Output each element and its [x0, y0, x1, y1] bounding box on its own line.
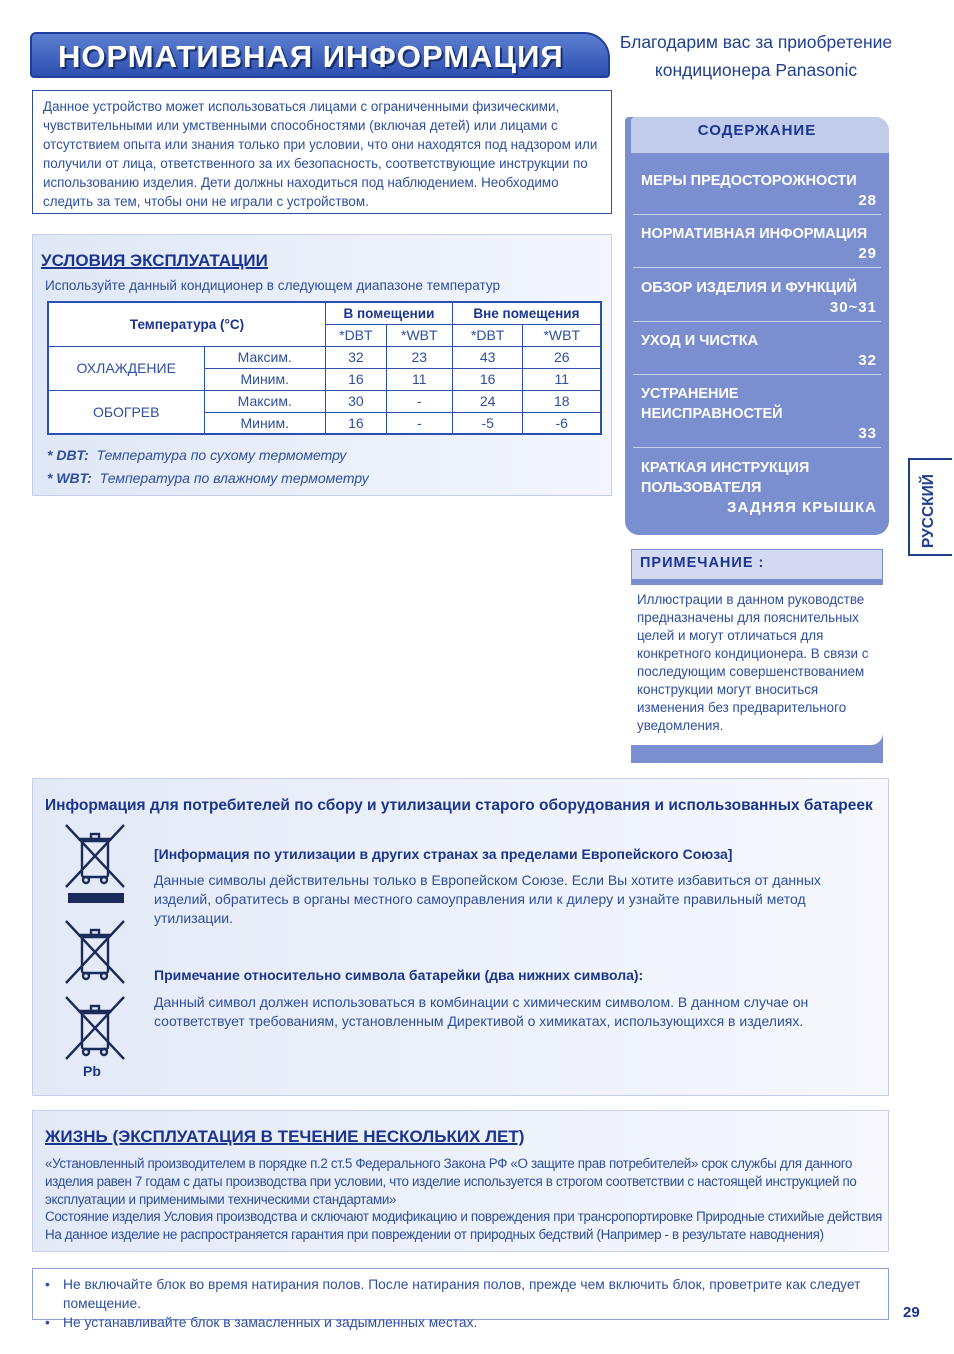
dbt-header: *DBT [452, 324, 523, 346]
toc-item-care[interactable] [633, 331, 881, 375]
table-cell: 11 [386, 368, 452, 390]
table-cell: 16 [326, 368, 387, 390]
dbt-header: *DBT [326, 324, 387, 346]
table-cell: 26 [523, 346, 601, 368]
max-label: Максим. [204, 346, 326, 368]
crossed-bin-icon [63, 823, 129, 905]
outdoor-header: Вне помещения [452, 302, 601, 324]
temp-label: Температура (°C) [48, 302, 326, 346]
lifetime-paragraph: Состояние изделия Условия производства и сключают модификацию и повреждения при трансропортировке Природные стихийые действия На данное изделие не распространяется гарантия при повреждении от природных бедствий (Например - в результате наводнения) [45, 1209, 882, 1243]
toc-item-page: ЗАДНЯЯ КРЫШКА [727, 499, 877, 516]
thanks-text: Благодарим вас за приобретение кондиционера Panasonic [619, 32, 893, 80]
table-cell: - [386, 412, 452, 434]
chemical-symbol: Pb [83, 1063, 101, 1079]
disposal-text-battery: Данный символ должен использоваться в комбинации с химическим символом. В данном случае он соответствует требованиям, установленным Директивой о химикатах, использующихся в изделиях. [154, 994, 809, 1029]
toc-item-precautions[interactable] [633, 171, 881, 215]
note-box [631, 549, 883, 763]
footnote-wbt [47, 470, 369, 486]
footnote-dbt-key: * DBT: [47, 447, 89, 463]
table-cell: 24 [452, 390, 523, 412]
toc-title: СОДЕРЖАНИЕ [697, 122, 817, 139]
table-cell: - [386, 390, 452, 412]
language-label: РУССКИЙ [920, 474, 937, 548]
table-cell: 16 [452, 368, 523, 390]
toc-item-page: 30~31 [829, 299, 877, 316]
lifetime-section [32, 1110, 889, 1252]
toc-item-page: 33 [858, 425, 877, 442]
footnote-wbt-text: Температура по влажному термометру [99, 470, 369, 486]
toc-item-label: ОБЗОР ИЗДЕЛИЯ И ФУНКЦИЙ [641, 280, 857, 296]
lifetime-heading: ЖИЗНЬ (ЭКСПЛУАТАЦИЯ В ТЕЧЕНИЕ НЕСКОЛЬКИХ ЛЕТ) [45, 1127, 525, 1146]
toc-item-label: УСТРАНЕНИЕ НЕИСПРАВНОСТЕЙ [641, 386, 783, 422]
toc-item-label: НОРМАТИВНАЯ ИНФОРМАЦИЯ [641, 226, 868, 242]
wbt-header: *WBT [386, 324, 452, 346]
footnote-dbt-text: Температура по сухому термометру [96, 447, 347, 463]
table-cell: 18 [523, 390, 601, 412]
crossed-battery-bin-icon [63, 995, 129, 1063]
footnote-wbt-key: * WBT: [47, 470, 92, 486]
conditions-heading: УСЛОВИЯ ЭКСПЛУАТАЦИИ [41, 251, 268, 270]
table-cell: 23 [386, 346, 452, 368]
toc-item-label: КРАТКАЯ ИНСТРУКЦИЯ ПОЛЬЗОВАТЕЛЯ [641, 460, 810, 496]
toc-item-page: 32 [858, 352, 877, 369]
disposal-subheading-battery: Примечание относительно символа батарейки (два нижних символа): [154, 967, 644, 983]
table-cell: -5 [452, 412, 523, 434]
toc-item-overview[interactable] [633, 278, 881, 322]
toc-item-troubleshooting[interactable] [633, 384, 881, 448]
table-of-contents [625, 117, 889, 535]
toc-item-quick-guide[interactable] [633, 458, 881, 522]
list-item: • Не включайте блок во время натирания полов. После натирания полов, прежде чем включить блок, проветрите как следует помещение. [45, 1275, 876, 1313]
heating-label: ОБОГРЕВ [48, 390, 204, 434]
table-cell: 11 [523, 368, 601, 390]
min-label: Миним. [204, 412, 326, 434]
page-number: 29 [903, 1304, 920, 1321]
disposal-section [32, 778, 889, 1096]
note-title: ПРИМЕЧАНИЕ : [631, 549, 883, 580]
page-title: НОРМАТИВНАЯ ИНФОРМАЦИЯ [58, 39, 564, 74]
toc-item-label: МЕРЫ ПРЕДОСТОРОЖНОСТИ [641, 173, 857, 189]
toc-item-regulatory[interactable] [633, 224, 881, 268]
table-cell: 32 [326, 346, 387, 368]
crossed-bin-icon [63, 919, 129, 987]
lifetime-paragraph: «Установленный производителем в порядке п.2 ст.5 Федерального Закона РФ «О защите прав потребителей» срок службы для данного изделия равен 7 годам с даты производства при условии, что изделие используется в строгом соответствии с настоящей инструкцией по эксплуатации и применимыми техническими стандартами» [45, 1156, 857, 1207]
list-item: • Не устанавливайте блок в замасленных и задымленных местах. [45, 1313, 876, 1332]
language-tab [908, 458, 952, 556]
conditions-subtitle: Используйте данный кондиционер в следующем диапазоне температур [45, 278, 501, 293]
disposal-text-eu: Данные символы действительны только в Европейском Союзе. Если Вы хотите избавиться от данных изделий, обратитесь в органы местного самоуправления или к дилеру и узнайте правильный метод утилизации. [154, 872, 821, 926]
cooling-label: ОХЛАЖДЕНИЕ [48, 346, 204, 390]
disposal-subheading-eu: [Информация по утилизации в других странах за пределами Европейского Союза] [154, 846, 733, 862]
warnings-list [32, 1268, 889, 1330]
table-cell: 43 [452, 346, 523, 368]
footnote-dbt [47, 447, 346, 463]
toc-item-label: УХОД И ЧИСТКА [641, 333, 759, 349]
table-cell: 16 [326, 412, 387, 434]
lifetime-text [45, 1155, 885, 1244]
toc-item-page: 29 [858, 245, 877, 262]
table-cell: -6 [523, 412, 601, 434]
temperature-table [47, 301, 602, 435]
wbt-header: *WBT [523, 324, 601, 346]
conditions-section [32, 234, 612, 496]
table-cell: 30 [326, 390, 387, 412]
disposal-heading: Информация для потребителей по сбору и утилизации старого оборудования и использованных батареек [45, 797, 873, 814]
page-title-banner [30, 32, 610, 78]
min-label: Миним. [204, 368, 326, 390]
intro-text: Данное устройство может использоваться лицами с ограниченными физическими, чувствительными или умственными способностями (включая детей) или лицами с отсутствием опыта или знания только при условии, что они находятся под надзором или получили от лица, ответственного за их безопасность, соответствующие инструкции по использованию изделия. Дети должны находиться под наблюдением. Необходимо следить за тем, чтобы они не играли с устройством. [32, 90, 612, 214]
note-body: Иллюстрации в данном руководстве предназначены для пояснительных целей и могут отличаться для конкретного кондиционера. В связи с последующим совершенствованием конструкции могут вноситься изменения без предварительного уведомления. [631, 585, 883, 745]
toc-item-page: 28 [858, 192, 877, 209]
indoor-header: В помещении [326, 302, 453, 324]
max-label: Максим. [204, 390, 326, 412]
